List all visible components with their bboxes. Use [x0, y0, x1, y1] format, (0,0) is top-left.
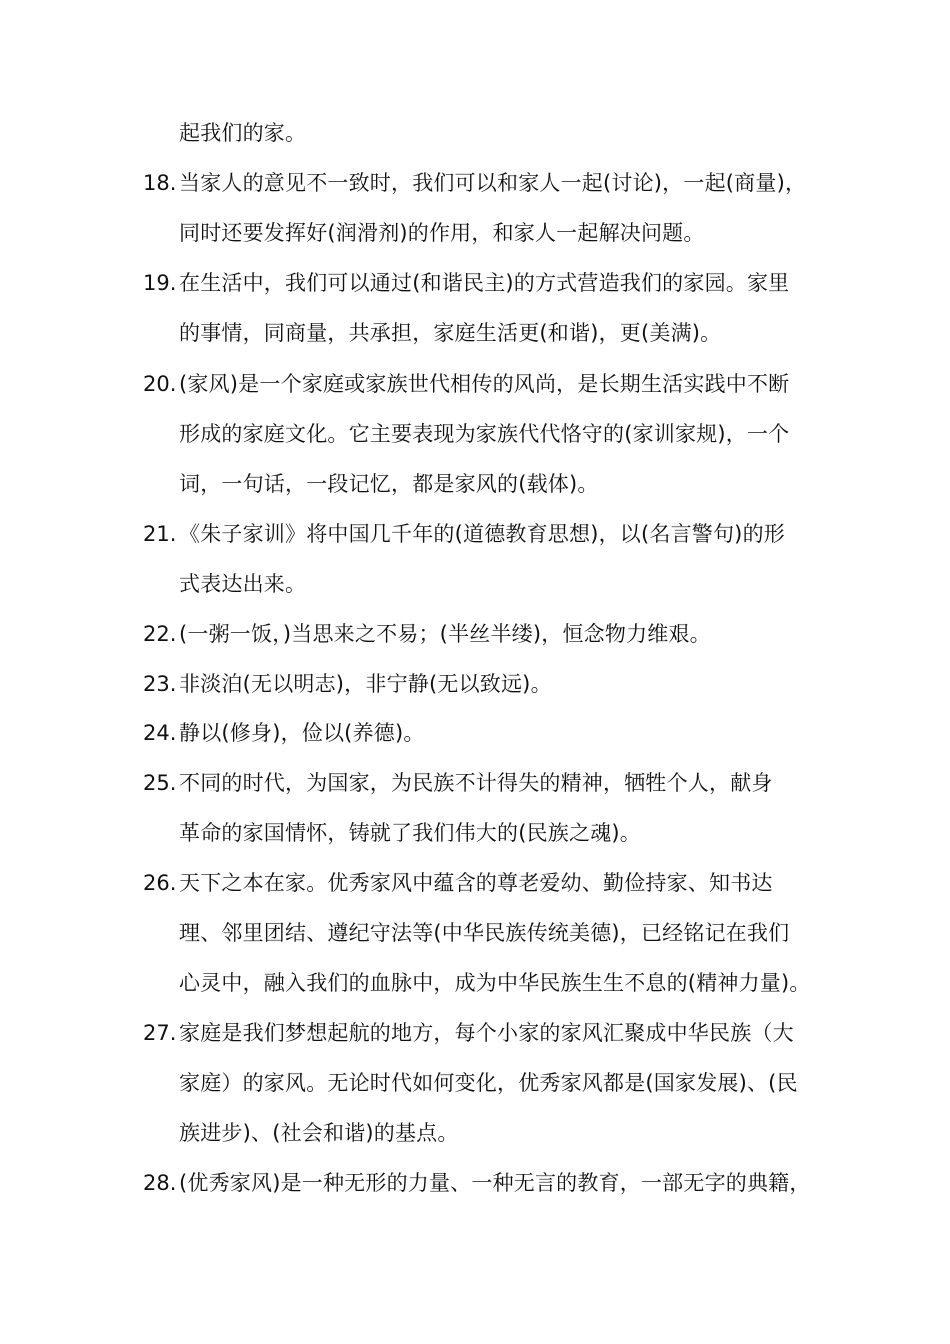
text-line: (一粥一饭，)当思来之不易；(半丝半缕)，恒念物力维艰。: [179, 622, 711, 646]
item-number: 26.: [143, 871, 177, 895]
item-number: 20.: [143, 372, 177, 396]
text-line: 在生活中，我们可以通过(和谐民主)的方式营造我们的家园。家里: [179, 271, 790, 295]
text-line: 词，一句话，一段记忆，都是家风的(载体)。: [179, 472, 599, 496]
text-line: (家风)是一个家庭或家族世代相传的风尚，是长期生活实践中不断: [179, 372, 790, 396]
item-number: 25.: [143, 771, 177, 795]
text-line: 不同的时代，为国家，为民族不计得失的精神，牺牲个人，献身: [179, 771, 773, 795]
question-21: [143, 509, 815, 609]
continued-line: [143, 108, 815, 158]
question-24: [143, 708, 815, 758]
question-27: [143, 1008, 815, 1158]
question-19: [143, 258, 815, 358]
text-line: 的事情，同商量，共承担，家庭生活更(和谐)，更(美满)。: [179, 321, 722, 345]
text-line: 《朱子家训》将中国几千年的(道德教育思想)，以(名言警句)的形: [179, 522, 785, 546]
question-23: [143, 659, 815, 709]
question-18: [143, 158, 815, 258]
text-line: (优秀家风)是一种无形的力量、一种无言的教育，一部无字的典籍，: [179, 1171, 811, 1195]
text-line: 族进步)、(社会和谐)的基点。: [179, 1121, 459, 1145]
text-line: 革命的家国情怀，铸就了我们伟大的(民族之魂)。: [179, 821, 641, 845]
text-line: 同时还要发挥好(润滑剂)的作用，和家人一起解决问题。: [179, 221, 705, 245]
item-number: 28.: [143, 1171, 177, 1195]
question-20: [143, 359, 815, 509]
text-line: 天下之本在家。优秀家风中蕴含的尊老爱幼、勤俭持家、知书达: [179, 871, 773, 895]
text-line: 式表达出来。: [179, 572, 307, 596]
item-number: 21.: [143, 522, 177, 546]
item-number: 22.: [143, 622, 177, 646]
question-22: [143, 609, 815, 659]
question-26: [143, 858, 815, 1008]
text-line: 当家人的意见不一致时，我们可以和家人一起(讨论)，一起(商量)，: [179, 171, 807, 195]
text-line: 家庭）的家风。无论时代如何变化，优秀家风都是(国家发展)、(民: [179, 1071, 798, 1095]
item-number: 23.: [143, 672, 177, 696]
item-number: 19.: [143, 271, 177, 295]
text-line: 心灵中，融入我们的血脉中，成为中华民族生生不息的(精神力量)。: [179, 971, 811, 995]
text-line: 家庭是我们梦想起航的地方，每个小家的家风汇聚成中华民族（大: [179, 1021, 794, 1045]
question-25: [143, 758, 815, 858]
item-number: 18.: [143, 171, 177, 195]
text-line: 理、邻里团结、遵纪守法等(中华民族传统美德)，已经铭记在我们: [179, 921, 790, 945]
text-line: 非淡泊(无以明志)，非宁静(无以致远)。: [179, 672, 552, 696]
text-line: 起我们的家。: [179, 121, 307, 145]
item-number: 27.: [143, 1021, 177, 1045]
text-line: 形成的家庭文化。它主要表现为家族代代恪守的(家训家规)，一个: [179, 422, 790, 446]
question-28: [143, 1158, 815, 1208]
item-number: 24.: [143, 721, 177, 745]
text-line: 静以(修身)，俭以(养德)。: [179, 721, 425, 745]
